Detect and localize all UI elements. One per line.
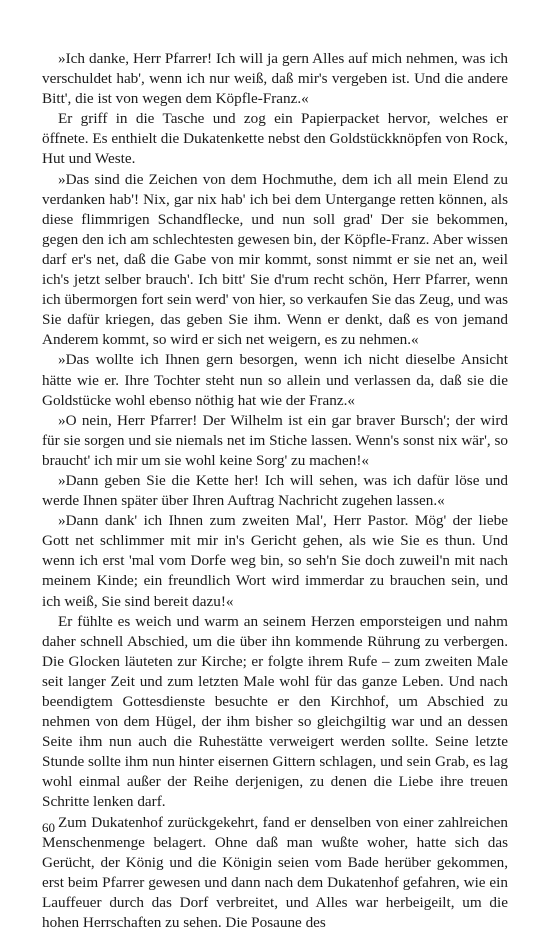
page-number: 60 <box>42 820 55 835</box>
paragraph: Er griff in die Tasche und zog ein Papierpacket hervor, welches er öffnete. Es enthielt die Dukatenkette nebst den Goldstückknöpfen von Rock, Hut und Weste. <box>42 110 508 168</box>
paragraph: »Das sind die Zeichen von dem Hochmuthe, dem ich all mein Elend zu verdanken hab'! Nix, gar nix hab' ich bei dem Untergange retten können, als diese flimmrigen Schandflecke, und nun soll grad' Der sie bekommen, gegen den ich am schlechtesten gewesen bin, der Köpfle-Franz. Aber wissen darf er's net, daß die Gabe von mir kommt, sonst nimmt er sie net an, weil ich's jetzt selber brauch'. Ich bitt' Sie d'rum recht schön, Herr Pfarrer, wenn ich übermorgen fort sein werd' von hier, so verkaufen Sie das Zeug, und was Sie dafür kriegen, das geben Sie ihm. Wenn er denkt, daß es von jemand Anderem kommt, so wird er sich net weigern, es zu nehmen.« <box>42 170 508 349</box>
paragraph: »O nein, Herr Pfarrer! Der Wilhelm ist ein gar braver Bursch'; der wird für sie sorgen und sie niemals net im Stiche lassen. Wenn's sonst nix wär', so braucht' ich mir um sie wohl keine Sorg' zu machen!« <box>42 411 508 469</box>
paragraph: »Dann dank' ich Ihnen zum zweiten Mal', Herr Pastor. Mög' der liebe Gott net schlimmer mit mir in's Gericht gehen, als wie Sie es thun. Und wenn ich erst 'mal vom Dorfe weg bin, so seh'n Sie doch zuweil'n mit nach meinem Kinde; ein freundlich Wort wird immerdar zu brauchen sein, und ich weiß, Sie sind bereit dazu!« <box>42 512 508 610</box>
paragraph: »Das wollte ich Ihnen gern besorgen, wenn ich nicht dieselbe Ansicht hätte wie er. Ihre Tochter steht nun so allein und verlassen da, daß sie die Goldstücke wohl ebenso nöthig hat wie der Franz.« <box>42 351 508 409</box>
paragraph: »Ich danke, Herr Pfarrer! Ich will ja gern Alles auf mich nehmen, was ich verschuldet hab', wenn ich nur weiß, daß mir's vergeben ist. Und die andere Bitt', die ist von wegen dem Köpfle-Franz.« <box>42 50 508 108</box>
body-text <box>42 49 508 933</box>
paragraph: Er fühlte es weich und warm an seinem Herzen emporsteigen und nahm daher schnell Abschied, um die über ihn kommende Rührung zu verbergen. Die Glocken läuteten zur Kirche; er folgte ihrem Rufe – zum zweiten Male seit langer Zeit und zum letzten Male wohl für das ganze Leben. Und nach beendigtem Gottesdienste besuchte er den Kirchhof, um Abschied zu nehmen von dem Hügel, der ihm bisher so gleichgiltig war und an dessen Seite ihm nun auch die Ruhestätte verweigert werden sollte. Seine letzte Stunde sollte ihm nun hinter eisernen Gittern schlagen, und sein Grab, es lag wohl einmal außer der Reihe derjenigen, zu denen die Liebe ihre treuen Schritte lenken darf. <box>42 612 508 811</box>
paragraph: »Dann geben Sie die Kette her! Ich will sehen, was ich dafür löse und werde Ihnen später über Ihren Auftrag Nachricht zugehen lassen.« <box>42 471 508 510</box>
paragraph: Zum Dukatenhof zurückgekehrt, fand er denselben von einer zahlreichen Menschenmenge belagert. Ohne daß man wußte woher, hatte sich das Gerücht, der König und die Königin seien vom Bade herüber gekommen, erst beim Pfarrer gewesen und dann nach dem Dukatenhof gefahren, wie ein Lauffeuer durch das Dorf verbreitet, und Alles war herbeigeilt, um die hohen Herrschaften zu sehen. Die Posaune des <box>42 813 508 932</box>
